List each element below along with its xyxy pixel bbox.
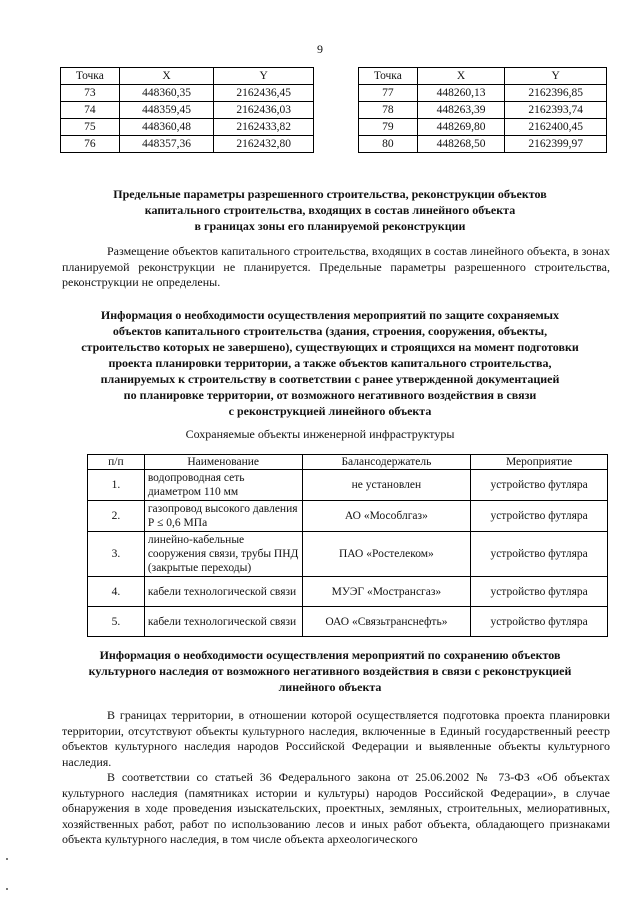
header-cell: Точка — [61, 68, 120, 85]
x-cell: 448263,39 — [417, 102, 505, 119]
object-name: кабели технологической связи — [144, 577, 302, 607]
balance-holder: АО «Мособлгаз» — [302, 501, 471, 532]
header-cell: Y — [214, 68, 314, 85]
header-cell: Y — [505, 68, 607, 85]
section-heading-protection — [40, 307, 620, 419]
heading-line: планируемых к строительству в соответствии с ранее утвержденной документацией — [100, 372, 560, 386]
point-cell: 77 — [359, 85, 418, 102]
scan-mark — [6, 888, 8, 890]
measure: устройство футляра — [471, 470, 608, 501]
object-name: кабели технологической связи — [144, 607, 302, 637]
x-cell: 448260,13 — [417, 85, 505, 102]
heading-line: Информация о необходимости осуществления мероприятий по сохранению объектов — [99, 648, 561, 662]
point-cell: 76 — [61, 136, 120, 153]
x-cell: 448268,50 — [417, 136, 505, 153]
heading-line: культурного наследия от возможного негативного воздействия в связи с реконструкцией — [88, 664, 572, 678]
x-cell: 448359,45 — [119, 102, 214, 119]
table-row — [61, 119, 314, 136]
infrastructure-objects-table — [87, 454, 608, 637]
table-row — [88, 501, 608, 532]
header-cell: X — [119, 68, 214, 85]
table-row — [359, 119, 607, 136]
header-cell: Балансодержатель — [302, 455, 471, 470]
heading-line: линейного объекта — [278, 680, 382, 694]
y-cell: 2162436,03 — [214, 102, 314, 119]
row-number: 1. — [88, 470, 145, 501]
y-cell: 2162393,74 — [505, 102, 607, 119]
row-number: 5. — [88, 607, 145, 637]
section-heading-cultural-heritage — [40, 647, 620, 695]
row-number: 2. — [88, 501, 145, 532]
page-number: 9 — [317, 42, 323, 56]
paragraph-parameters: Размещение объектов капитального строительства, входящих в состав линейного объекта, в зонах планируемой реконструкции не планируется. Предельные параметры разрешенного строительства, реконструкции не определены. — [62, 244, 610, 289]
point-cell: 78 — [359, 102, 418, 119]
y-cell: 2162432,80 — [214, 136, 314, 153]
measure: устройство футляра — [471, 501, 608, 532]
x-cell: 448269,80 — [417, 119, 505, 136]
point-cell: 74 — [61, 102, 120, 119]
measure: устройство футляра — [471, 532, 608, 577]
y-cell: 2162433,82 — [214, 119, 314, 136]
header-cell: X — [417, 68, 505, 85]
heading-line: Предельные параметры разрешенного строительства, реконструкции объектов — [113, 187, 547, 201]
table-row — [88, 532, 608, 577]
point-cell: 80 — [359, 136, 418, 153]
header-cell: Наименование — [144, 455, 302, 470]
point-cell: 75 — [61, 119, 120, 136]
table-row — [88, 577, 608, 607]
paragraph-federal-law: В соответствии со статьей 36 Федерального закона от 25.06.2002 № 73-ФЗ «Об объектах культурного наследия (памятниках истории и культуры) народов Российской Федерации», в случае обнаружения в ходе проведения изыскательских, проектных, земляных, строительных, мелиоративных, хозяйственных работ, работ по использованию лесов и иных работ объекта, обладающего признаками объекта культурного наследия, в том числе объекта археологического — [62, 770, 610, 846]
heading-line: по планировке территории, от возможного негативного воздействия в связи — [123, 388, 537, 402]
row-number: 4. — [88, 577, 145, 607]
heading-line: Информация о необходимости осуществления мероприятий по защите сохраняемых — [100, 308, 560, 322]
balance-holder: ПАО «Ростелеком» — [302, 532, 471, 577]
balance-holder: ОАО «Связьтранснефть» — [302, 607, 471, 637]
object-name: линейно-кабельные сооружения связи, трубы ПНД (закрытые переходы) — [144, 532, 302, 577]
y-cell: 2162400,45 — [505, 119, 607, 136]
table-row — [61, 136, 314, 153]
table-header-row — [88, 455, 608, 470]
object-name: водопроводная сеть диаметром 110 мм — [144, 470, 302, 501]
point-cell: 73 — [61, 85, 120, 102]
table-caption: Сохраняемые объекты инженерной инфраструктуры — [185, 427, 455, 441]
y-cell: 2162399,97 — [505, 136, 607, 153]
x-cell: 448360,35 — [119, 85, 214, 102]
measure: устройство футляра — [471, 577, 608, 607]
table-row — [61, 102, 314, 119]
table-row — [88, 470, 608, 501]
heading-line: объектов капитального строительства (здания, строения, сооружения, объекты, — [112, 324, 548, 338]
header-cell: Точка — [359, 68, 418, 85]
balance-holder: МУЭГ «Мострансгаз» — [302, 577, 471, 607]
y-cell: 2162436,45 — [214, 85, 314, 102]
table-row — [359, 136, 607, 153]
scan-mark — [6, 858, 8, 860]
heading-line: в границах зоны его планируемой реконструкции — [194, 219, 466, 233]
heading-line: с реконструкцией линейного объекта — [228, 404, 432, 418]
coordinates-table-left — [60, 67, 314, 153]
heading-line: проекта планировки территории, а также объектов капитального строительства, — [108, 356, 552, 370]
heading-line: строительство которых не завершено), существующих и строящихся на момент подготовки — [81, 340, 579, 354]
coordinates-table-right — [358, 67, 607, 153]
heading-line: капитального строительства, входящих в состав линейного объекта — [144, 203, 516, 217]
table-row — [359, 85, 607, 102]
y-cell: 2162396,85 — [505, 85, 607, 102]
point-cell: 79 — [359, 119, 418, 136]
table-header-row — [61, 68, 314, 85]
balance-holder: не установлен — [302, 470, 471, 501]
measure: устройство футляра — [471, 607, 608, 637]
table-header-row — [359, 68, 607, 85]
section-heading-parameters — [40, 186, 620, 234]
table-row — [61, 85, 314, 102]
table-row — [359, 102, 607, 119]
header-cell: п/п — [88, 455, 145, 470]
x-cell: 448357,36 — [119, 136, 214, 153]
table-row — [88, 607, 608, 637]
x-cell: 448360,48 — [119, 119, 214, 136]
object-name: газопровод высокого давления Р ≤ 0,6 МПа — [144, 501, 302, 532]
row-number: 3. — [88, 532, 145, 577]
header-cell: Мероприятие — [471, 455, 608, 470]
paragraph-cultural-absence: В границах территории, в отношении которой осуществляется подготовка проекта планировки территории, отсутствуют объекты культурного наследия, включенные в Единый государственный реестр объектов культурного наследия народов Российской Федерации и выявленные объекты культурного наследия. — [62, 708, 610, 769]
